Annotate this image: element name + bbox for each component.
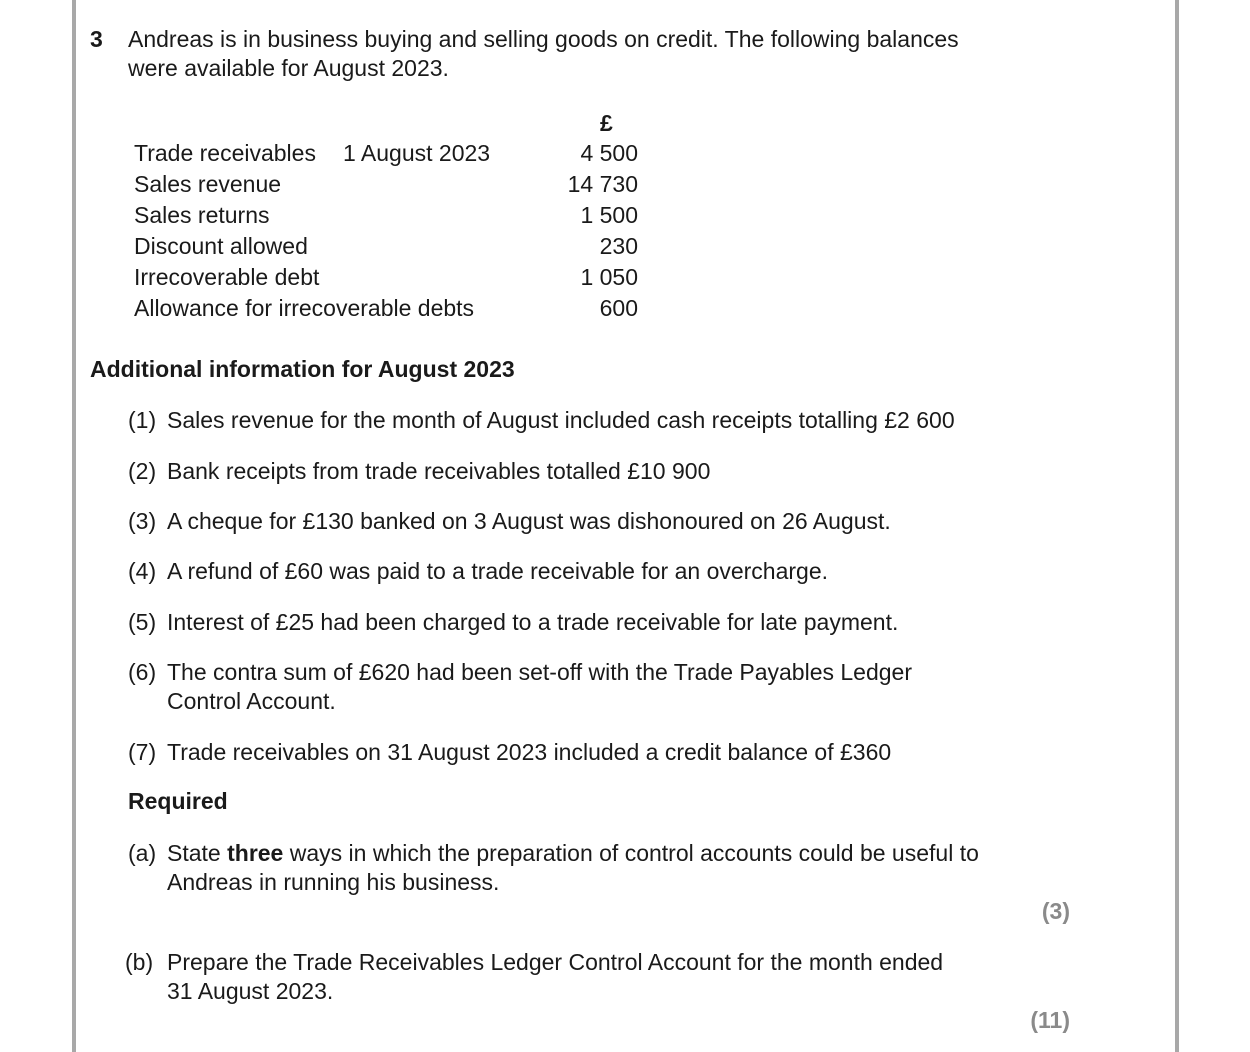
- info-item-text-continued: Control Account.: [167, 688, 336, 714]
- page-border-left: [72, 0, 76, 1052]
- info-item-text: Interest of £25 had been charged to a trade receivable for late payment.: [167, 609, 899, 635]
- part-text: Prepare the Trade Receivables Ledger Control Account for the month ended: [167, 949, 944, 975]
- question-intro-line: were available for August 2023.: [128, 55, 449, 81]
- balance-value: 14 730: [567, 171, 638, 197]
- part-text-emphasis: three: [227, 840, 284, 866]
- part-text-start: State: [167, 840, 228, 866]
- part-text-continued: Andreas in running his business.: [167, 869, 500, 895]
- info-item-number: (4): [128, 558, 157, 584]
- balance-label: Sales returns: [134, 202, 270, 228]
- question-number: 3: [90, 26, 103, 52]
- balance-label: Sales revenue: [134, 171, 282, 197]
- balance-value: 600: [599, 295, 638, 321]
- marks-allocation: (3): [1041, 898, 1070, 924]
- balance-label: Trade receivables: [134, 140, 316, 166]
- info-item-number: (3): [128, 508, 157, 534]
- balance-value: 1 500: [580, 202, 638, 228]
- part-text-end: ways in which the preparation of control accounts could be useful to: [283, 840, 979, 866]
- part-text: [167, 839, 979, 868]
- balance-label: Irrecoverable debt: [134, 264, 320, 290]
- info-item-number: (1): [128, 407, 157, 433]
- info-item-text: A cheque for £130 banked on 3 August was dishonoured on 26 August.: [167, 508, 891, 534]
- info-item-text: Trade receivables on 31 August 2023 included a credit balance of £360: [167, 739, 892, 765]
- balance-label: Allowance for irrecoverable debts: [134, 295, 475, 321]
- balance-value: 1 050: [580, 264, 638, 290]
- part-label: (a): [128, 840, 157, 866]
- page-border-right: [1175, 0, 1179, 1052]
- info-item-text: A refund of £60 was paid to a trade receivable for an overcharge.: [167, 558, 829, 584]
- required-heading: Required: [128, 788, 228, 814]
- balance-value: 4 500: [580, 140, 638, 166]
- info-item-number: (7): [128, 739, 157, 765]
- balance-label: Discount allowed: [134, 233, 308, 259]
- question-intro: [128, 25, 959, 83]
- info-item-text: The contra sum of £620 had been set-off with the Trade Payables Ledger: [167, 659, 912, 685]
- info-item-text: Bank receipts from trade receivables totalled £10 900: [167, 458, 711, 484]
- balance-date: 1 August 2023: [343, 140, 491, 166]
- info-item-number: (5): [128, 609, 157, 635]
- currency-header: £: [600, 110, 613, 136]
- question-intro-line: Andreas is in business buying and selling goods on credit. The following balances: [128, 26, 959, 52]
- additional-info-heading: Additional information for August 2023: [90, 356, 515, 382]
- info-item-number: (6): [128, 659, 157, 685]
- part-text-continued: 31 August 2023.: [167, 978, 334, 1004]
- balance-value: 230: [599, 233, 638, 259]
- info-item-number: (2): [128, 458, 157, 484]
- info-item-text: Sales revenue for the month of August included cash receipts totalling £2 600: [167, 407, 955, 433]
- marks-allocation: (11): [1030, 1007, 1070, 1033]
- part-label: (b): [125, 949, 154, 975]
